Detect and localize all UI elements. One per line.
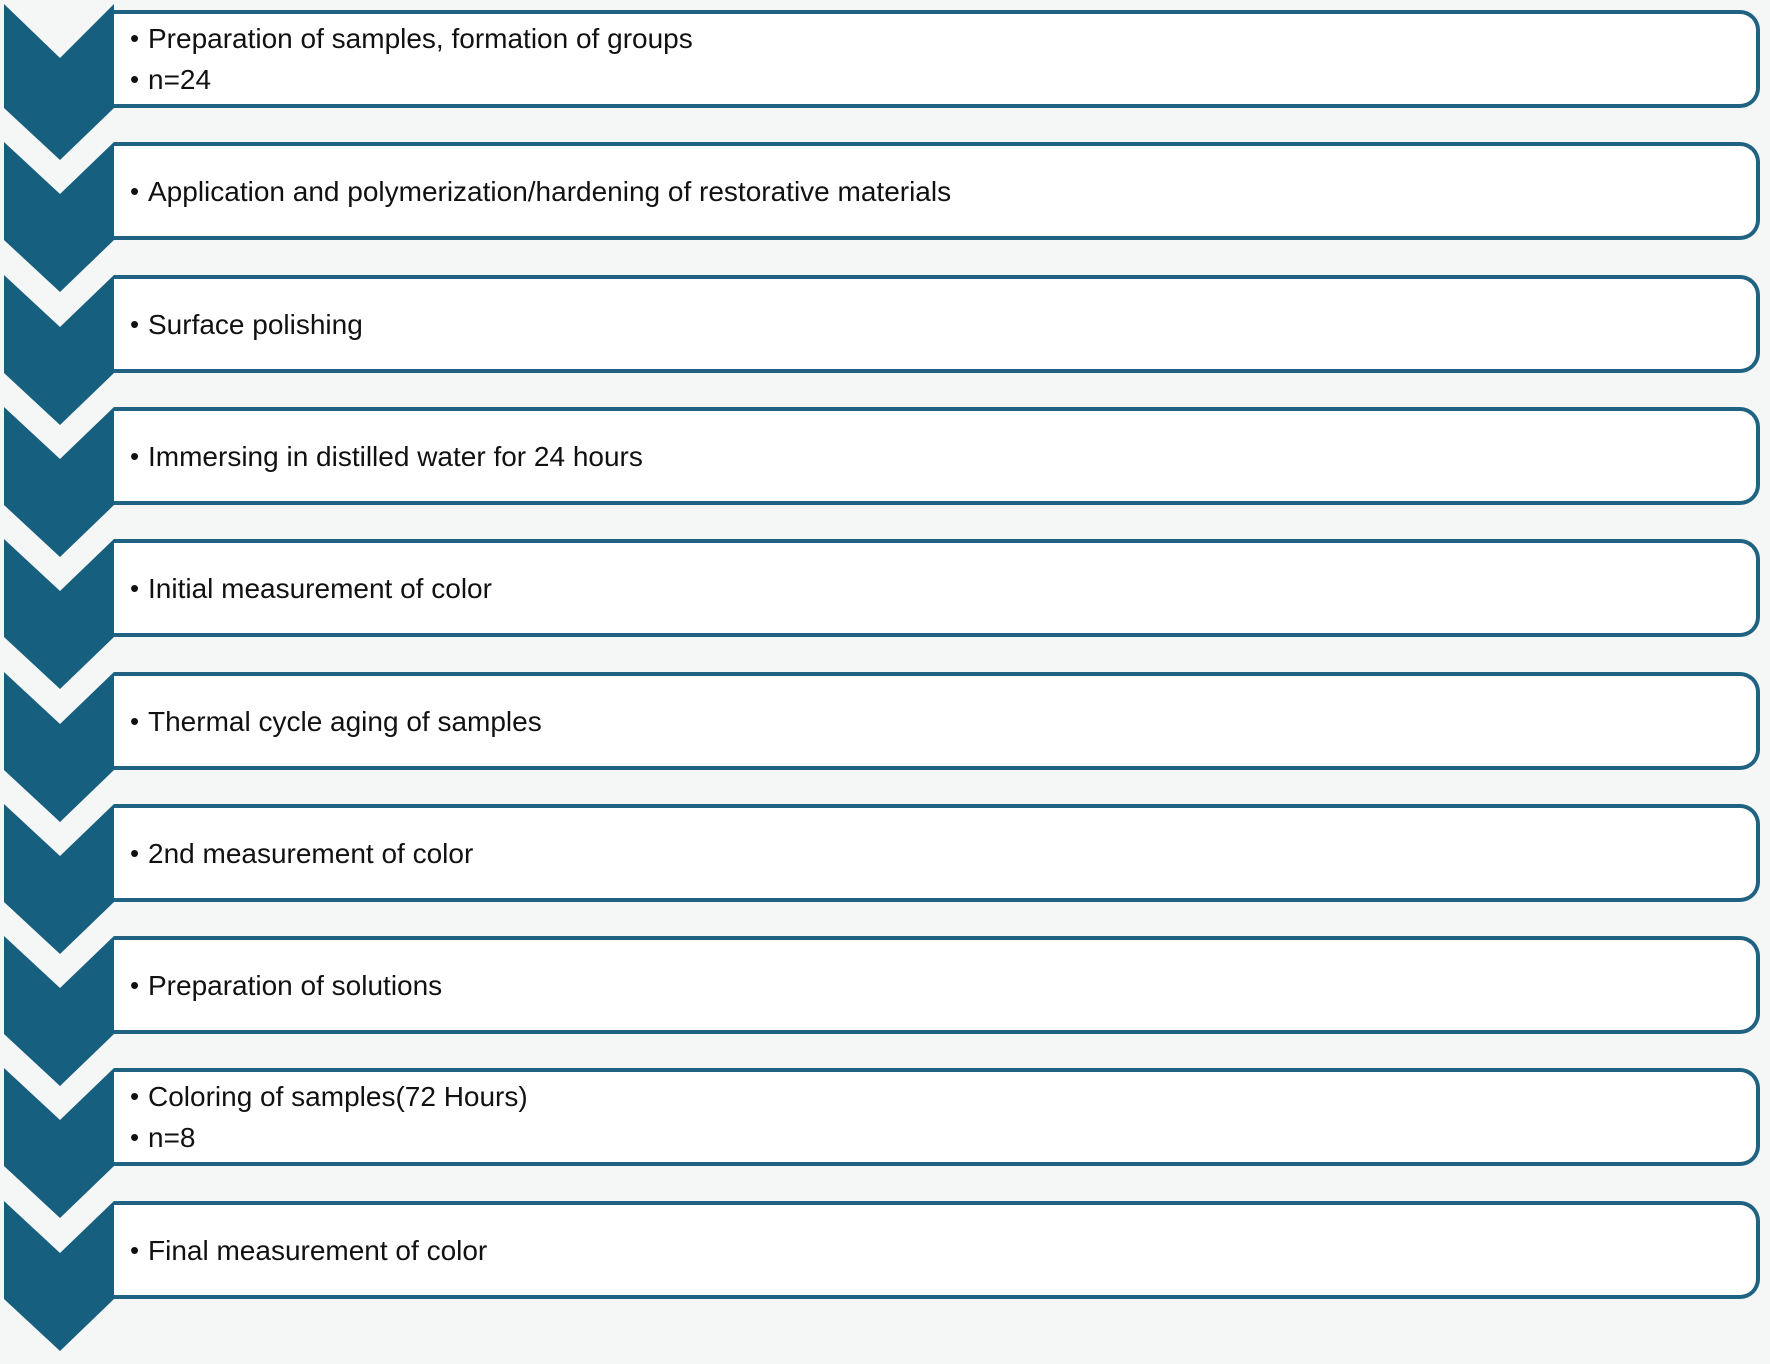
- step-chevron: [4, 142, 114, 292]
- step-box: [114, 936, 1760, 1034]
- step-bullet: [130, 701, 1756, 742]
- step-box: [114, 142, 1760, 240]
- step-box: [114, 407, 1760, 505]
- step-box: [114, 1201, 1760, 1299]
- bullet-dot-icon: •: [130, 23, 140, 53]
- bullet-dot-icon: •: [130, 1234, 140, 1265]
- step-text: n=24: [148, 64, 212, 95]
- step-bullet: [130, 436, 1756, 477]
- step-bullet: [130, 833, 1756, 874]
- step-bullet: [130, 568, 1756, 609]
- step-box: [114, 804, 1760, 902]
- bullet-dot-icon: •: [130, 175, 140, 206]
- step-bullet: [130, 965, 1756, 1006]
- step-text: Final measurement of color: [148, 1234, 488, 1266]
- step-chevron: [4, 1201, 114, 1351]
- step-box: [114, 275, 1760, 373]
- step-bullet: [130, 1076, 1756, 1117]
- step-text: Thermal cycle aging of samples: [148, 705, 542, 737]
- step-bullet: [130, 1230, 1756, 1271]
- bullet-dot-icon: •: [130, 572, 140, 603]
- step-text: Coloring of samples(72 Hours): [148, 1081, 528, 1112]
- step-text: 2nd measurement of color: [148, 837, 474, 869]
- step-bullet: [130, 304, 1756, 345]
- step-chevron: [4, 275, 114, 425]
- step-bullet: [130, 18, 1756, 59]
- bullet-dot-icon: •: [130, 705, 140, 736]
- step-text: Preparation of samples, formation of groups: [148, 23, 693, 54]
- step-chevron: [4, 539, 114, 689]
- bullet-dot-icon: •: [130, 308, 140, 339]
- step-chevron: [4, 672, 114, 822]
- bullet-dot-icon: •: [130, 1122, 140, 1152]
- bullet-dot-icon: •: [130, 64, 140, 94]
- bullet-dot-icon: •: [130, 969, 140, 1000]
- step-chevron: [4, 407, 114, 557]
- step-text: Immersing in distilled water for 24 hours: [148, 440, 643, 472]
- step-bullet: [130, 171, 1756, 212]
- bullet-dot-icon: •: [130, 1081, 140, 1111]
- step-box: [114, 1068, 1760, 1166]
- step-text: Preparation of solutions: [148, 969, 443, 1001]
- step-chevron: [4, 4, 114, 160]
- step-text: Initial measurement of color: [148, 572, 492, 604]
- bullet-dot-icon: •: [130, 837, 140, 868]
- step-box: [114, 672, 1760, 770]
- step-text: n=8: [148, 1122, 196, 1153]
- step-text: Application and polymerization/hardening of restorative materials: [148, 175, 952, 207]
- step-chevron: [4, 936, 114, 1086]
- step-text: Surface polishing: [148, 308, 363, 340]
- step-box: [114, 10, 1760, 108]
- step-box: [114, 539, 1760, 637]
- bullet-dot-icon: •: [130, 440, 140, 471]
- step-bullet: [130, 1117, 1756, 1158]
- step-bullet: [130, 59, 1756, 100]
- step-chevron: [4, 1068, 114, 1218]
- step-chevron: [4, 804, 114, 954]
